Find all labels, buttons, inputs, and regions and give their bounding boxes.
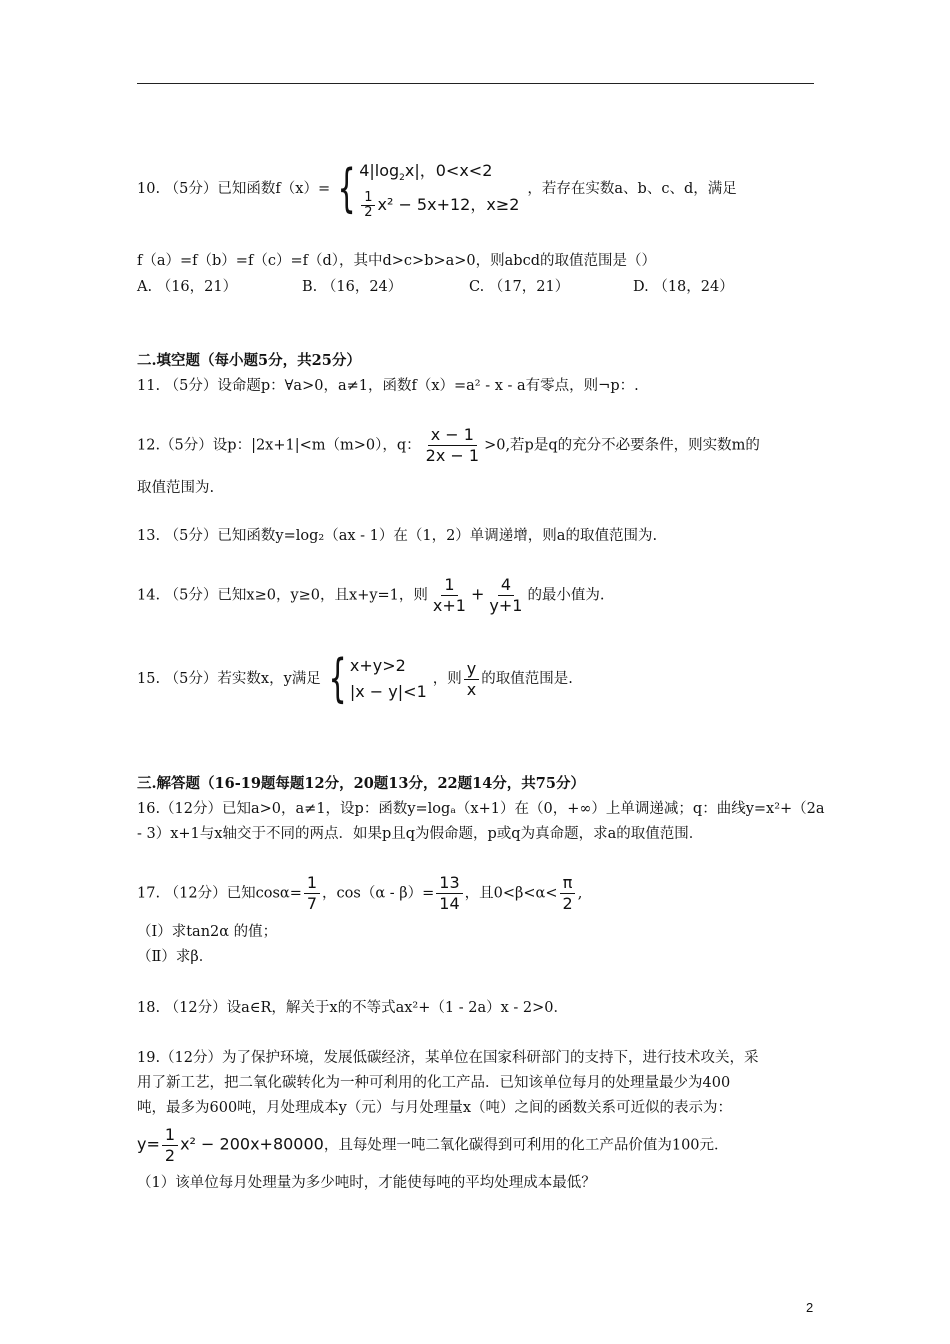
q16-line1: 16.（12分）已知a>0，a≠1，设p：函数y=logₐ（x+1）在（0，+∞）上单调递减；q：曲线y=x²+（2a: [137, 801, 825, 817]
q10-options: [137, 277, 797, 297]
q19-part1: （1）该单位每月处理量为多少吨时，才能使每吨的平均处理成本最低？: [137, 1175, 596, 1191]
q10-line2: f（a）=f（b）=f（c）=f（d），其中d>c>b>a>0，则abcd的取值范围是（）: [137, 253, 656, 269]
q12-line2: 取值范围为.: [137, 480, 215, 496]
q10-case1: $4|\log_2x|$，0<x<2: [359, 161, 493, 184]
q15-system: { x+y>2 |x − y|<1: [328, 649, 427, 709]
q14-fraction-1: $\frac{1}{x+1}$: [432, 575, 466, 615]
q14-fraction-2: $\frac{4}{y+1}$: [489, 575, 523, 615]
q19-line3: 吨，最多为600吨，月处理成本y（元）与月处理量x（吨）之间的函数关系可近似的表示为：: [137, 1100, 733, 1116]
q17-fraction-3: $\frac{\pi}{2}$: [560, 873, 576, 914]
q12-fraction: $\frac{x - 1}{2x - 1}$: [425, 425, 480, 465]
question-11: 11. （5分）设命题p：∀a>0，a≠1，函数f（x）=a² - x - a有零点，则¬p：.: [137, 378, 639, 394]
question-14: 14. （5分）已知x≥0，y≥0，且x+y=1，则 $\frac{1}{x+1}$ + $\frac{4}{y+1}$ 的最小值为.: [137, 575, 605, 615]
q10-intro: 10. （5分）已知函数f（x）=: [137, 181, 331, 198]
q10-case2: $\frac{1}{2}$ x² − 5x+12，x≥2: [359, 191, 519, 220]
q19-line2: 用了新工艺，把二氧化碳转化为一种可利用的化工产品．已知该单位每月的处理量最少为400: [137, 1075, 731, 1091]
q15-fraction: $\frac{y}{x}$: [464, 659, 479, 700]
section2-title: 二.填空题（每小题5分，共25分）: [137, 352, 361, 369]
header-rule: [137, 83, 814, 84]
q19-line1: 19.（12分）为了保护环境，发展低碳经济，某单位在国家科研部门的支持下，进行技术攻关，采: [137, 1050, 759, 1066]
question-17: 17. （12分）已知cosα= $\frac{1}{7}$ ，cos（α - β）= $\frac{13}{14}$ ，且0<β<α< $\frac{\pi}{2}$ ,: [137, 873, 583, 913]
option-c: C. （17，21）: [469, 279, 570, 295]
option-d: D. （18，24）: [633, 279, 734, 295]
question-12: 12.（5分）设p：|2x+1|<m（m>0），q： $\frac{x - 1}{2x - 1}$ >0,若p是q的充分不必要条件，则实数m的: [137, 425, 760, 465]
page-number: 2: [806, 1300, 814, 1315]
option-b: B. （16，24）: [302, 279, 403, 295]
q10-after: ，若存在实数a、b、c、d，满足: [527, 181, 737, 198]
q16-line2: - 3）x+1与x轴交于不同的两点．如果p且q为假命题，p或q为真命题，求a的取值范围．: [137, 826, 704, 842]
q19-formula-line: y= $\frac{1}{2}$ x² − 200x+80000，且每处理一吨二氧化碳得到可利用的化工产品价值为100元．: [137, 1125, 729, 1165]
question-13: 13. （5分）已知函数y=log₂（ax - 1）在（1，2）单调递增，则a的取值范围为.: [137, 528, 658, 544]
q19-fraction: $\frac{1}{2}$: [162, 1125, 178, 1166]
q17-part2: （Ⅱ）求β．: [137, 949, 214, 965]
question-15: 15. （5分）若实数x，y满足 { x+y>2 |x − y|<1 ，则 $\frac{y}{x}$ 的取值范围是.: [137, 649, 573, 709]
q17-fraction-2: $\frac{13}{14}$: [436, 873, 462, 914]
q15-case1: x+y>2: [349, 656, 406, 675]
q10-piecewise: { $4|\log_2x|$，0<x<2 $\frac{1}{2}$ x² − 5x+12，x≥2: [337, 159, 520, 221]
question-10: [137, 158, 737, 220]
q15-case2: |x − y|<1: [349, 682, 427, 701]
option-a: A. （16，21）: [137, 279, 238, 295]
question-18: 18. （12分）设a∈R，解关于x的不等式ax²+（1 - 2a）x - 2>0．: [137, 1000, 568, 1016]
section3-title: 三.解答题（16-19题每题12分，20题13分，22题14分，共75分）: [137, 775, 585, 792]
q17-part1: （Ⅰ）求tan2α 的值；: [137, 924, 278, 940]
q17-fraction-1: $\frac{1}{7}$: [304, 873, 320, 914]
